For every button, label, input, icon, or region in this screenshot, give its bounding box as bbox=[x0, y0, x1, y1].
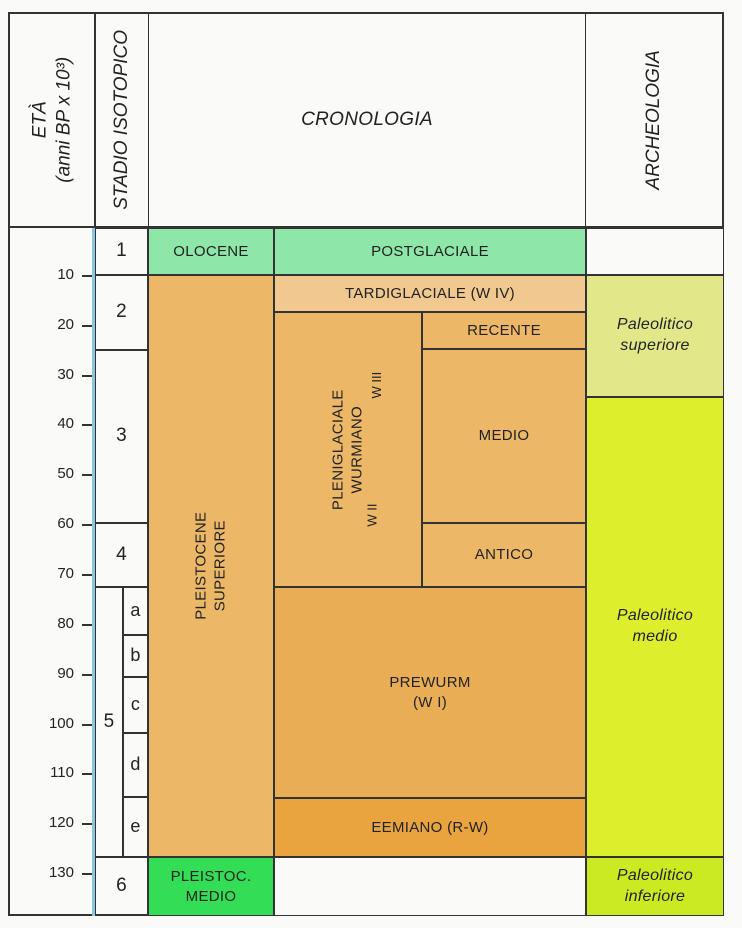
medio-label: MEDIO bbox=[478, 427, 530, 445]
eemiano-cell bbox=[274, 798, 586, 857]
pleniglaciale-line2: WURMIANO bbox=[348, 405, 365, 494]
w2-label: W II bbox=[364, 503, 380, 527]
prewurm-cell bbox=[274, 587, 586, 798]
tick bbox=[82, 823, 92, 825]
eemiano-label: EEMIANO (R-W) bbox=[371, 818, 489, 836]
pleniglaciale-line1: PLENIGLACIALE bbox=[329, 389, 347, 510]
paleolitico-superiore-cell bbox=[586, 275, 724, 397]
isotope-header-label: STADIO ISOTOPICO bbox=[111, 30, 133, 210]
stage-4-cell bbox=[95, 523, 148, 587]
tick bbox=[82, 624, 92, 626]
tick-label: 130 bbox=[48, 864, 74, 881]
tick-label: 50 bbox=[57, 465, 74, 482]
archaeology-header-label: ARCHEOLOGIA bbox=[643, 50, 665, 190]
isotope-header bbox=[96, 14, 148, 226]
stage-5-label: 5 bbox=[103, 710, 115, 732]
tick-label: 70 bbox=[57, 565, 74, 582]
medio-cell bbox=[422, 349, 586, 523]
pleistocene-medio-cell bbox=[148, 857, 274, 916]
olocene-label: OLOCENE bbox=[173, 242, 249, 260]
substage-a-label: a bbox=[130, 600, 141, 621]
tick-label: 20 bbox=[57, 316, 74, 333]
archaeology-header bbox=[586, 14, 722, 226]
substage-e-cell bbox=[123, 797, 148, 857]
pleistocene-superiore-cell bbox=[148, 275, 274, 857]
tick bbox=[82, 724, 92, 726]
tick-label: 60 bbox=[57, 515, 74, 532]
stage-1-cell bbox=[95, 228, 148, 275]
paleolitico-inferiore-cell bbox=[586, 857, 724, 916]
tick-label: 110 bbox=[50, 764, 74, 781]
pleniglaciale-cell bbox=[274, 312, 422, 587]
tick-label: 90 bbox=[57, 665, 74, 682]
paleolitico-sup-line2: superiore bbox=[620, 337, 690, 354]
stage-5-cell bbox=[95, 587, 123, 857]
paleolitico-medio-cell bbox=[586, 397, 724, 857]
tick bbox=[82, 424, 92, 426]
substage-d-label: d bbox=[130, 754, 141, 775]
tick bbox=[82, 873, 92, 875]
recente-cell bbox=[422, 312, 586, 349]
antico-cell bbox=[422, 523, 586, 587]
tick bbox=[82, 674, 92, 676]
olocene-cell bbox=[148, 228, 274, 275]
tick bbox=[82, 325, 92, 327]
paleolitico-med-line2: medio bbox=[632, 628, 678, 645]
tardiglaciale-cell bbox=[274, 275, 586, 312]
tick-label: 10 bbox=[57, 266, 74, 283]
stage-6-cell bbox=[95, 857, 148, 916]
chronology-header bbox=[148, 14, 586, 226]
substage-d-cell bbox=[123, 733, 148, 797]
archaeology-top-empty bbox=[586, 228, 724, 275]
pleistocene-sup-line2: SUPERIORE bbox=[211, 520, 228, 612]
stage-3-label: 3 bbox=[116, 425, 127, 447]
pleistocene-sup-line1: PLEISTOCENE bbox=[192, 511, 210, 621]
age-column-divider bbox=[94, 14, 96, 226]
chronology-header-label: CRONOLOGIA bbox=[301, 108, 433, 130]
paleolitico-med-line1: Paleolitico bbox=[616, 607, 694, 625]
substage-e-label: e bbox=[130, 816, 141, 837]
tick-label: 120 bbox=[48, 814, 74, 831]
tick bbox=[82, 524, 92, 526]
tick bbox=[82, 275, 92, 277]
w2-label-wrap bbox=[358, 490, 388, 540]
postglaciale-cell bbox=[274, 228, 586, 275]
paleolitico-sup-line1: Paleolitico bbox=[616, 316, 694, 334]
empty-period-cell bbox=[274, 857, 586, 916]
stage-1-label: 1 bbox=[116, 240, 127, 262]
stage-3-cell bbox=[95, 350, 148, 523]
tick bbox=[82, 574, 92, 576]
w3-label: W III bbox=[368, 371, 384, 399]
stage-6-label: 6 bbox=[116, 875, 127, 897]
w3-label-wrap bbox=[362, 360, 392, 410]
tick-label: 80 bbox=[57, 615, 74, 632]
tick bbox=[82, 773, 92, 775]
tick bbox=[82, 474, 92, 476]
tick bbox=[82, 375, 92, 377]
substage-b-label: b bbox=[130, 645, 141, 666]
age-header-line2: (anni BP x 10³) bbox=[53, 56, 75, 184]
antico-label: ANTICO bbox=[474, 546, 534, 564]
pleistocene-med-line1: PLEISTOC. bbox=[170, 868, 252, 885]
tick-label: 100 bbox=[48, 715, 74, 732]
age-header bbox=[10, 14, 94, 226]
stage-4-label: 4 bbox=[116, 543, 127, 565]
age-header-line1: ETÀ bbox=[29, 101, 51, 139]
tardiglaciale-label: TARDIGLACIALE (W IV) bbox=[345, 284, 515, 302]
prewurm-line2: (W I) bbox=[413, 693, 447, 711]
paleolitico-inf-line1: Paleolitico bbox=[616, 866, 694, 884]
tick-label: 40 bbox=[57, 415, 74, 432]
pleistocene-med-line2: MEDIO bbox=[185, 887, 237, 905]
substage-c-cell bbox=[123, 677, 148, 733]
prewurm-line1: PREWURM bbox=[389, 674, 471, 691]
recente-label: RECENTE bbox=[467, 321, 541, 339]
stage-2-label: 2 bbox=[116, 301, 127, 323]
tick-label: 30 bbox=[57, 366, 74, 383]
substage-b-cell bbox=[123, 635, 148, 677]
stage-2-cell bbox=[95, 275, 148, 350]
substage-c-label: c bbox=[130, 694, 141, 715]
substage-a-cell bbox=[123, 587, 148, 635]
postglaciale-label: POSTGLACIALE bbox=[371, 242, 489, 260]
paleolitico-inf-line2: inferiore bbox=[624, 887, 686, 905]
